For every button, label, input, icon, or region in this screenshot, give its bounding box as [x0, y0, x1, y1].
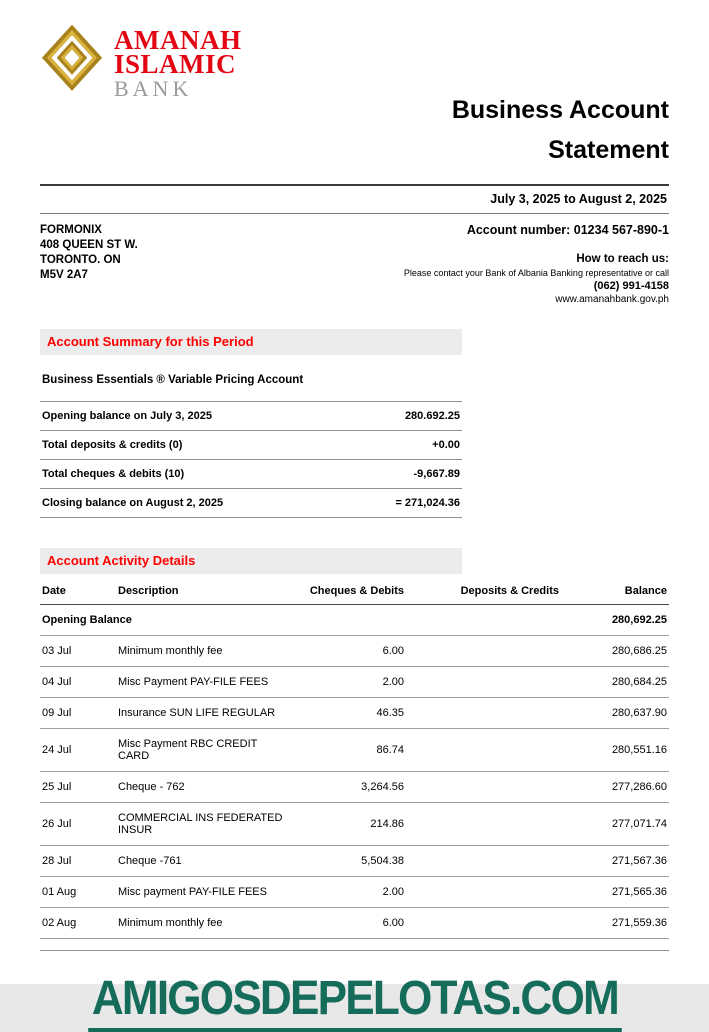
- transaction-row: [40, 729, 669, 772]
- table-end-divider: [40, 950, 669, 951]
- bank-name-line2: ISLAMIC: [114, 49, 237, 79]
- transaction-credit: [406, 698, 561, 729]
- document-title: [452, 90, 669, 170]
- transaction-debit: 5,504.38: [288, 846, 406, 877]
- transaction-row: [40, 803, 669, 846]
- period-divider: [40, 213, 669, 214]
- transaction-description: Minimum monthly fee: [116, 636, 288, 667]
- bank-logo-icon: [40, 26, 104, 92]
- transaction-debit: 86.74: [288, 729, 406, 772]
- activity-section-header: Account Activity Details: [40, 548, 462, 574]
- transaction-row: [40, 636, 669, 667]
- column-header-credits: Deposits & Credits: [406, 576, 561, 605]
- account-number: Account number: 01234 567-890-1: [466, 223, 669, 237]
- column-header-date: Date: [40, 576, 116, 605]
- transaction-credit: [406, 803, 561, 846]
- account-summary-table: [40, 401, 462, 518]
- transaction-debit: 6.00: [288, 908, 406, 939]
- summary-row-label: Total deposits & credits (0): [40, 431, 348, 460]
- transaction-balance: 277,071.74: [561, 803, 669, 846]
- reach-us-text: Please contact your Bank of Albania Banking representative or call: [403, 268, 669, 278]
- transaction-credit: [406, 729, 561, 772]
- opening-balance-row: [40, 605, 669, 636]
- summary-row: [40, 460, 462, 489]
- contact-phone: (062) 991-4158: [593, 280, 669, 292]
- transaction-debit: 2.00: [288, 877, 406, 908]
- transaction-balance: 280,684.25: [561, 667, 669, 698]
- transaction-balance: 280,637.90: [561, 698, 669, 729]
- transaction-description: Misc Payment PAY-FILE FEES: [116, 667, 288, 698]
- transaction-credit: [406, 636, 561, 667]
- transaction-date: 28 Jul: [40, 846, 116, 877]
- customer-address-line1: 408 QUEEN ST W.: [40, 239, 138, 251]
- column-header-balance: Balance: [561, 576, 669, 605]
- customer-name: FORMONIX: [40, 224, 102, 236]
- summary-row-value: 280.692.25: [348, 402, 462, 431]
- bank-name-line1: AMANAH: [114, 25, 242, 55]
- transaction-balance: 277,286.60: [561, 772, 669, 803]
- transaction-date: 25 Jul: [40, 772, 116, 803]
- column-header-debits: Cheques & Debits: [288, 576, 406, 605]
- activity-header-row: [40, 576, 669, 605]
- transaction-balance: 271,565.36: [561, 877, 669, 908]
- transaction-row: [40, 846, 669, 877]
- transaction-balance: 271,567.36: [561, 846, 669, 877]
- summary-row: [40, 489, 462, 518]
- customer-address-line3: M5V 2A7: [40, 269, 88, 281]
- transaction-row: [40, 908, 669, 939]
- summary-row: [40, 402, 462, 431]
- transaction-credit: [406, 846, 561, 877]
- summary-row-label: Closing balance on August 2, 2025: [40, 489, 348, 518]
- customer-address-block: [40, 223, 138, 305]
- transaction-balance: 280,686.25: [561, 636, 669, 667]
- transaction-balance: 271,559.36: [561, 908, 669, 939]
- transaction-description: Cheque - 762: [116, 772, 288, 803]
- summary-row-value: +0.00: [348, 431, 462, 460]
- account-type-label: Business Essentials ® Variable Pricing Account: [42, 374, 304, 386]
- transaction-date: 02 Aug: [40, 908, 116, 939]
- transaction-row: [40, 877, 669, 908]
- transaction-debit: 3,264.56: [288, 772, 406, 803]
- customer-address-line2: TORONTO. ON: [40, 254, 121, 266]
- transaction-balance: 280,551.16: [561, 729, 669, 772]
- column-header-description: Description: [116, 576, 288, 605]
- summary-section-header: Account Summary for this Period: [40, 329, 462, 355]
- page-header: [40, 26, 669, 170]
- document-title-line2: Statement: [548, 136, 669, 164]
- transaction-description: Misc payment PAY-FILE FEES: [116, 877, 288, 908]
- transaction-date: 09 Jul: [40, 698, 116, 729]
- transaction-date: 26 Jul: [40, 803, 116, 846]
- watermark-text: AMIGOSDEPELOTAS.COM: [88, 975, 621, 1032]
- opening-balance-label: Opening Balance: [40, 605, 288, 636]
- transaction-date: 24 Jul: [40, 729, 116, 772]
- transaction-date: 04 Jul: [40, 667, 116, 698]
- transaction-debit: 6.00: [288, 636, 406, 667]
- summary-row-value: = 271,024.36: [348, 489, 462, 518]
- bank-logo: [40, 26, 241, 102]
- transaction-debit: 46.35: [288, 698, 406, 729]
- transaction-description: COMMERCIAL INS FEDERATED INSUR: [116, 803, 288, 846]
- summary-row-label: Total cheques & debits (10): [40, 460, 348, 489]
- transaction-description: Cheque -761: [116, 846, 288, 877]
- opening-balance-value: 280,692.25: [561, 605, 669, 636]
- transaction-date: 03 Jul: [40, 636, 116, 667]
- transaction-credit: [406, 908, 561, 939]
- transaction-debit: 2.00: [288, 667, 406, 698]
- transaction-date: 01 Aug: [40, 877, 116, 908]
- summary-row-label: Opening balance on July 3, 2025: [40, 402, 348, 431]
- contact-block: [404, 223, 669, 305]
- reach-us-heading: How to reach us:: [576, 253, 669, 265]
- summary-row-value: -9,667.89: [348, 460, 462, 489]
- bank-name-line3: BANK: [114, 76, 193, 101]
- transaction-row: [40, 772, 669, 803]
- page-footer: [40, 972, 669, 1032]
- transaction-credit: [406, 772, 561, 803]
- contact-website: www.amanahbank.gov.ph: [555, 294, 669, 305]
- transaction-description: Insurance SUN LIFE REGULAR: [116, 698, 288, 729]
- transaction-row: [40, 698, 669, 729]
- statement-period: July 3, 2025 to August 2, 2025: [490, 192, 667, 206]
- transaction-row: [40, 667, 669, 698]
- summary-row: [40, 431, 462, 460]
- transaction-description: Misc Payment RBC CREDIT CARD: [116, 729, 288, 772]
- statement-info-block: [40, 223, 669, 305]
- account-activity-table: [40, 576, 669, 939]
- transaction-description: Minimum monthly fee: [116, 908, 288, 939]
- document-title-line1: Business Account: [451, 96, 669, 124]
- transaction-debit: 214.86: [288, 803, 406, 846]
- bank-name: [114, 26, 241, 102]
- transaction-credit: [406, 667, 561, 698]
- transaction-credit: [406, 877, 561, 908]
